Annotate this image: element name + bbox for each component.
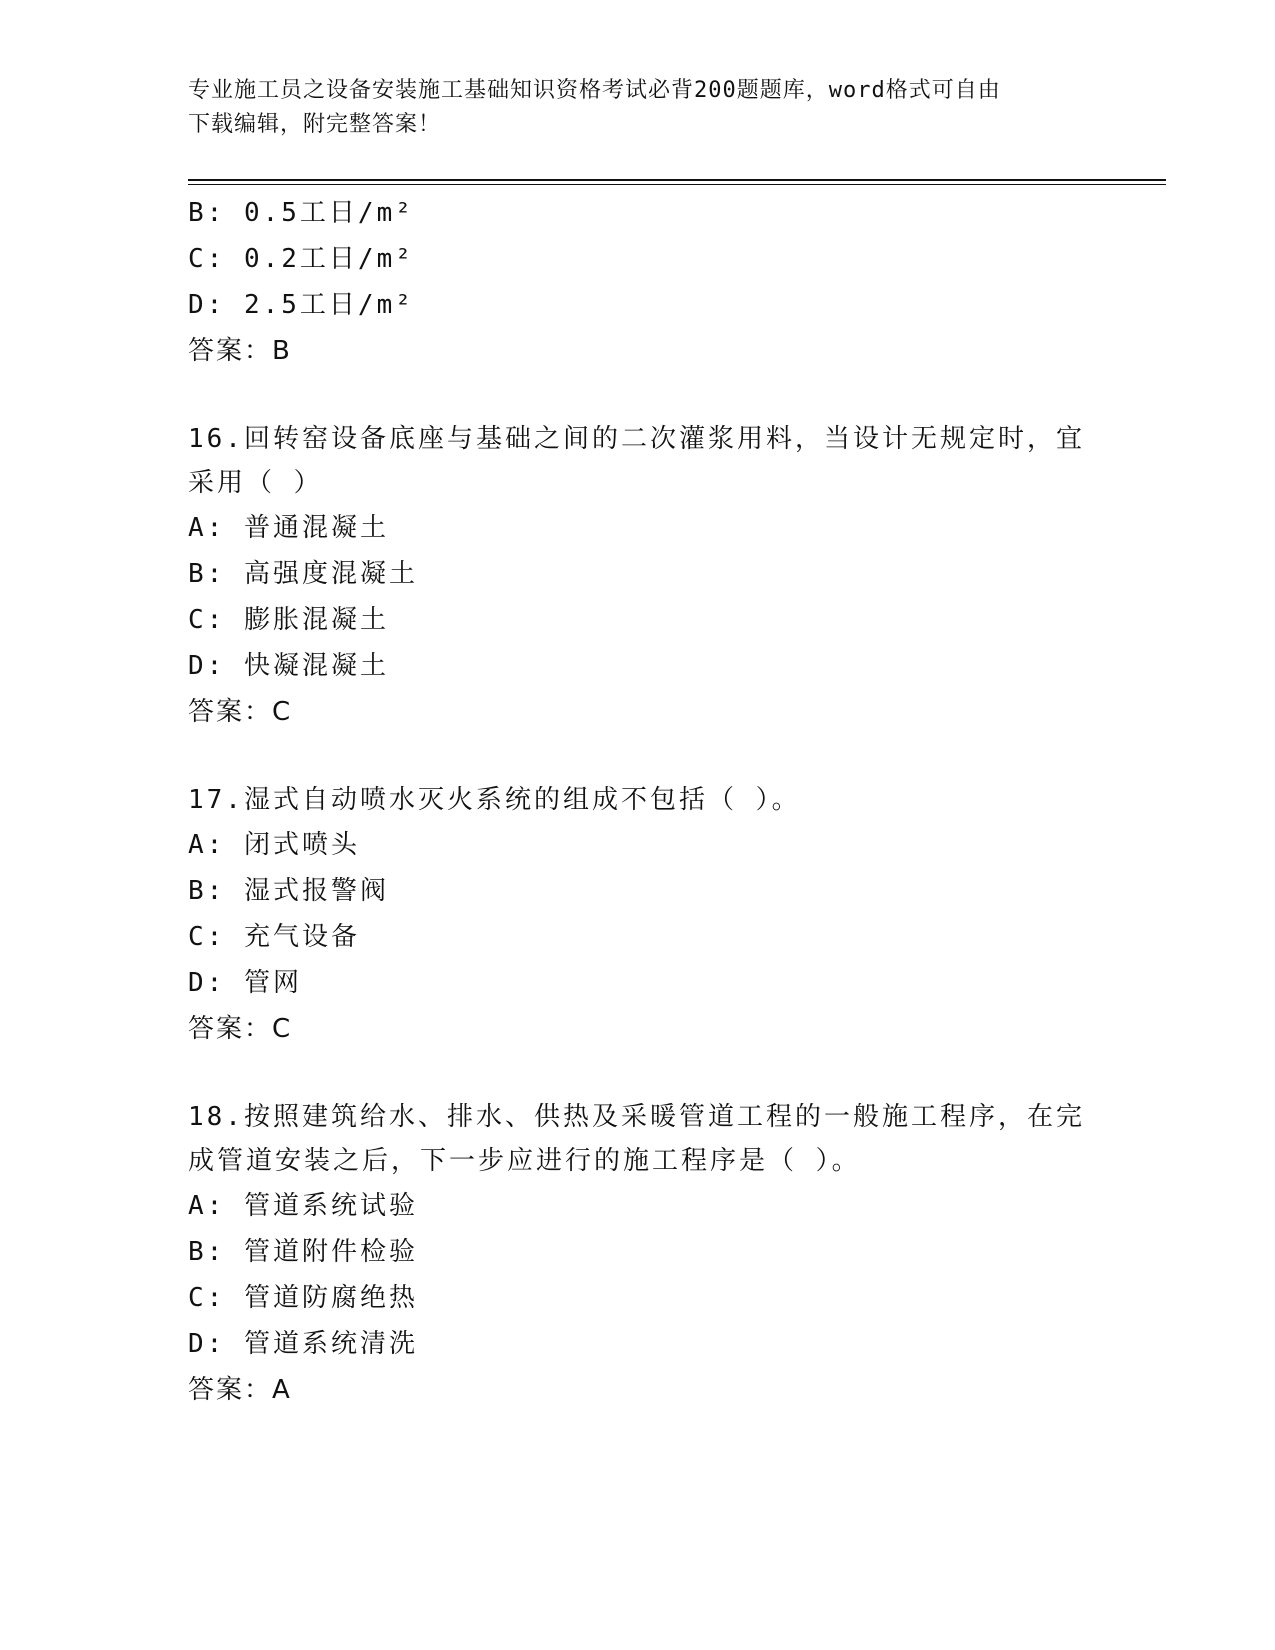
option-a: A: 普通混凝土 xyxy=(188,513,389,543)
option-c: C: 充气设备 xyxy=(188,922,360,952)
option-c: C: 膨胀混凝土 xyxy=(188,605,389,635)
option-d: D: 管道系统清洗 xyxy=(188,1329,418,1359)
option-b: B: 湿式报警阀 xyxy=(188,876,389,906)
option-d: D: 管网 xyxy=(188,968,302,998)
option-b: B: 管道附件检验 xyxy=(188,1237,418,1267)
option-d: D: 2.5工日/m² xyxy=(188,290,414,320)
option-c: C: 管道防腐绝热 xyxy=(188,1283,418,1313)
option-b: B: 高强度混凝土 xyxy=(188,559,418,589)
option-a: A: 闭式喷头 xyxy=(188,830,360,860)
option-a: A: 管道系统试验 xyxy=(188,1191,418,1221)
answer-line: 答案：B xyxy=(188,336,292,366)
spacer xyxy=(188,1052,1088,1095)
question-stem-line: 采用（ ） xyxy=(188,468,323,498)
question-stem-line: 成管道安装之后，下一步应进行的施工程序是（ ）。 xyxy=(188,1146,861,1176)
header-line-2: 下载编辑，附完整答案！ xyxy=(188,112,442,137)
question-18-block xyxy=(188,1095,1088,1413)
option-d: D: 快凝混凝土 xyxy=(188,651,389,681)
page-header xyxy=(188,74,1078,142)
question-stem-line: 16.回转窑设备底座与基础之间的二次灌浆用料，当设计无规定时，宜 xyxy=(188,424,1085,454)
answer-line: 答案：C xyxy=(188,1014,293,1044)
option-c: C: 0.2工日/m² xyxy=(188,244,414,274)
question-17-block xyxy=(188,778,1088,1052)
header-line-1: 专业施工员之设备安装施工基础知识资格考试必背200题题库，word格式可自由 xyxy=(188,78,1001,103)
answer-line: 答案：C xyxy=(188,697,293,727)
spacer xyxy=(188,735,1088,778)
document-body xyxy=(188,190,1088,1413)
previous-question-block xyxy=(188,190,1088,374)
header-divider xyxy=(188,179,1166,185)
question-16-block xyxy=(188,417,1088,735)
question-stem-line: 18.按照建筑给水、排水、供热及采暖管道工程的一般施工程序，在完 xyxy=(188,1102,1085,1132)
spacer xyxy=(188,374,1088,417)
option-b: B: 0.5工日/m² xyxy=(188,198,414,228)
answer-line: 答案：A xyxy=(188,1375,292,1405)
question-stem-line: 17.湿式自动喷水灭火系统的组成不包括（ ）。 xyxy=(188,785,801,815)
